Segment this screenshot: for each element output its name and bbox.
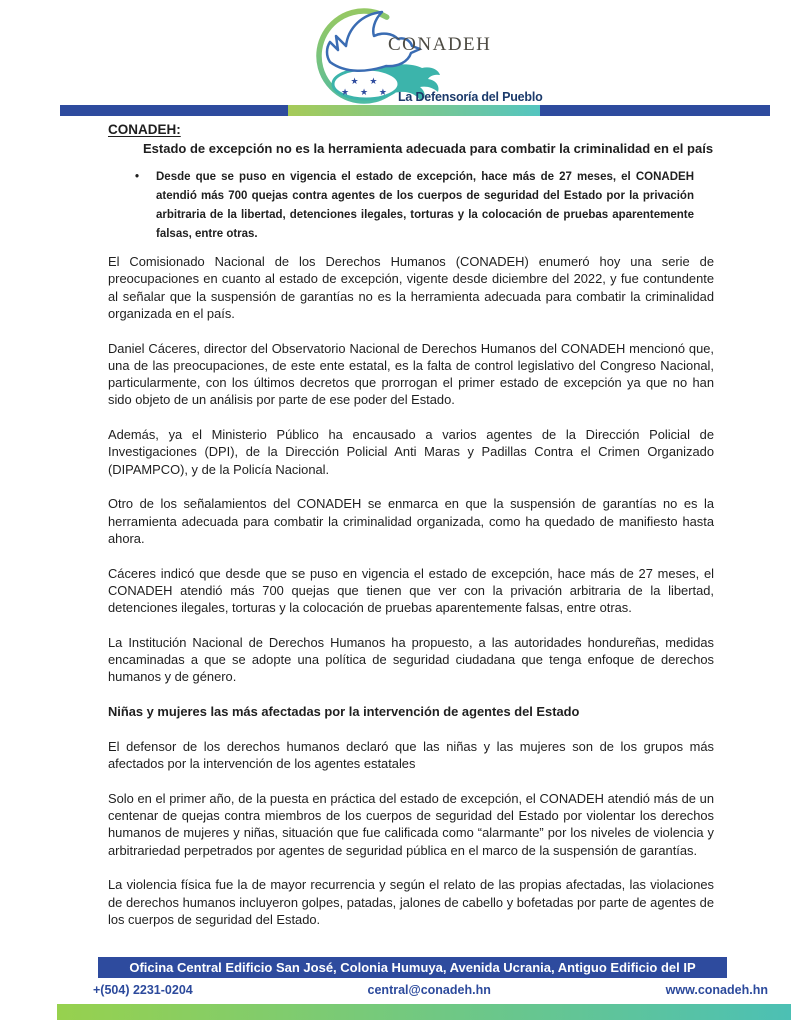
footer-gradient-bar — [57, 1004, 791, 1020]
logo-wordmark: CONADEH — [388, 34, 492, 55]
logo-tagline: La Defensoría del Pueblo — [398, 90, 543, 104]
paragraph: El defensor de los derechos humanos declaró que las niñas y las mujeres son de los grupos más afectados por la intervención de los agentes estatales — [108, 738, 714, 771]
bullet-text: Desde que se puso en vigencia el estado de excepción, hace más de 27 meses, el CONADEH atendió más 700 quejas contra agentes de los cuerpos de seguridad del Estado por la privación arbitraria de la libertad, detenciones ilegales, torturas y la colocación de pruebas aparentemente falsas, entre otras. — [156, 171, 694, 240]
document-body — [108, 122, 714, 946]
document-heading: CONADEH: — [108, 122, 181, 137]
section-heading: Niñas y mujeres las más afectadas por la intervención de agentes del Estado — [108, 704, 580, 719]
paragraph: Daniel Cáceres, director del Observatorio Nacional de Derechos Humanos del CONADEH mencionó que, una de las preocupaciones, de este ente estatal, es la falta de control legislativo del Congreso Nacional, particularmente, con los últimos decretos que prorrogan el primer estado de excepción ya que no han sido objeto de un análisis por parte de ese poder del Estado. — [108, 340, 714, 408]
divider-segment-blue-left — [60, 105, 288, 116]
paragraph: Además, ya el Ministerio Público ha encausado a varios agentes de la Dirección Policial de Investigaciones (DPI), de la Dirección Policial Anti Maras y Padillas Contra el Crimen Organizado (DIPAMPCO), y de la Policía Nacional. — [108, 427, 714, 477]
paragraph: El Comisionado Nacional de los Derechos Humanos (CONADEH) enumeró hoy una serie de preocupaciones en cuanto al estado de excepción, vigente desde diciembre del 2022, y fue contundente al señalar que la suspensión de garantías no es la herramienta adecuada para combatir la criminalidad organizada en el país. — [108, 254, 714, 321]
bullet-icon: • — [135, 171, 140, 183]
footer-phone: +(504) 2231-0204 — [93, 983, 193, 997]
bullet-item — [135, 168, 694, 244]
paragraph: Solo en el primer año, de la puesta en práctica del estado de excepción, el CONADEH atendió más de un centenar de quejas contra miembros de los cuerpos de seguridad del Estado por violentar los derechos humanos de mujeres y niñas, situación que fue calificada como “alarmante” por los niveles de violencia y arbitrariedad perpetrados por agentes de seguridad pública en el marco de la suspensión de garantías. — [108, 790, 714, 858]
paragraph: Cáceres indicó que desde que se puso en vigencia el estado de excepción, hace más de 27 meses, el CONADEH atendió más 700 quejas que tienen que ver con la privación arbitraria de la libertad, detenciones ilegales, torturas y la colocación de pruebas aparentemente falsas, entre otras. — [108, 565, 714, 615]
footer-contacts — [93, 983, 768, 997]
footer-email: central@conadeh.hn — [367, 983, 491, 997]
footer-address-bar: Oficina Central Edificio San José, Colonia Humuya, Avenida Ucrania, Antiguo Edificio del IP — [98, 957, 727, 978]
divider-segment-blue-right — [540, 105, 770, 116]
divider-segment-gradient — [288, 105, 540, 116]
paragraph: La Institución Nacional de Derechos Humanos ha propuesto, a las autoridades hondureñas, medidas encaminadas a que se adopte una política de seguridad ciudadana que tenga enfoque de derechos humanos y de género. — [108, 634, 714, 685]
header-divider-bar — [60, 105, 770, 116]
flag-stars-top: ★ ★ — [350, 77, 382, 87]
paragraph: Otro de los señalamientos del CONADEH se enmarca en que la suspensión de garantías no es la herramienta adecuada para combatir la criminalidad organizada, como ha quedado de manifiesto hasta ahora. — [108, 496, 714, 546]
document-subheading: Estado de excepción no es la herramienta adecuada para combatir la criminalidad en el país — [143, 141, 714, 156]
flag-stars-bottom: ★ ★ ★ — [341, 88, 391, 98]
footer-website: www.conadeh.hn — [665, 983, 768, 997]
paragraph: La violencia física fue la de mayor recurrencia y según el relato de las propias afectadas, las violaciones de derechos humanos incluyeron golpes, patadas, jalones de cabello y bofetadas por parte de agentes de los cuerpos de seguridad del Estado. — [108, 877, 714, 927]
